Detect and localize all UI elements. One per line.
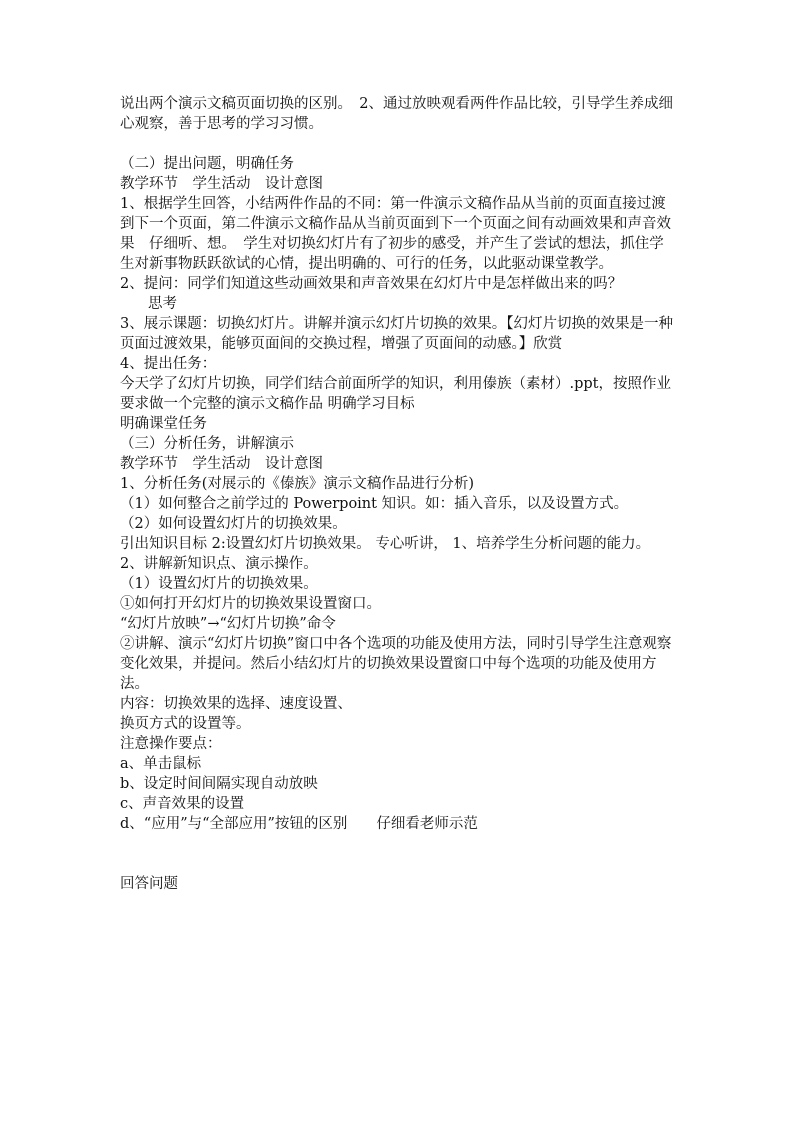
paragraph-analysis-1: （1）如何整合之前学过的 Powerpoint 知识。如：插入音乐，以及设置方式。 xyxy=(120,496,629,512)
document-body xyxy=(120,94,676,894)
list-item-a: a、单击鼠标 xyxy=(120,756,202,772)
paragraph-knowledge-goal: 引出知识目标 2:设置幻灯片切换效果。 专心听讲， 1、培养学生分析问题的能力。 xyxy=(120,536,651,552)
paragraph-content: 内容：切换效果的选择、速度设置、 xyxy=(120,696,352,712)
paragraph-explain-1: （1）设置幻灯片的切换效果。 xyxy=(120,576,318,592)
section-heading-2: （二）提出问题，明确任务 xyxy=(120,156,294,172)
paragraph-demo: ②讲解、演示“幻灯片切换”窗口中各个选项的功能及使用方法，同时引导学生注意观察变化效果，并提问。然后小结幻灯片的切换效果设置窗口中每个选项的功能及使用方法。 xyxy=(120,636,672,692)
list-item-d: d、“应用”与“全部应用”按钮的区别 仔细看老师示范 xyxy=(120,816,478,832)
paragraph-intro: 说出两个演示文稿页面切换的区别。 2、通过放映观看两件作品比较，引导学生养成细心观察，善于思考的学习习惯。 xyxy=(120,96,673,132)
paragraph-class-task: 明确课堂任务 xyxy=(120,416,207,432)
table-header-row: 教学环节 学生活动 设计意图 xyxy=(120,176,323,192)
paragraph-step-1: 1、根据学生回答，小结两件作品的不同：第一件演示文稿作品从当前的页面直接过渡到下一个页面，第二件演示文稿作品从当前页面到下一个页面之间有动画效果和声音效果 仔细听、想。 学生对切换幻灯片有了初步的感受，并产生了尝试的想法，抓住学生对新事物跃跃欲试的心情，提出明确的、可行的任务，以此驱动课堂教学。 xyxy=(120,196,671,272)
paragraph-step-2: 2、提问：同学们知道这些动画效果和声音效果在幻灯片中是怎样做出来的吗？ xyxy=(120,276,623,292)
list-item-b: b、设定时间间隔实现自动放映 xyxy=(120,776,318,792)
list-item-c: c、声音效果的设置 xyxy=(120,796,245,812)
paragraph-open-window: ①如何打开幻灯片的切换效果设置窗口。 xyxy=(120,596,381,612)
paragraph-menu-path: “幻灯片放映”→“幻灯片切换”命令 xyxy=(120,616,336,632)
paragraph-key-points: 注意操作要点： xyxy=(120,736,222,752)
paragraph-task: 今天学了幻灯片切换，同学们结合前面所学的知识，利用傣族（素材）.ppt，按照作业要求做一个完整的演示文稿作品 明确学习目标 xyxy=(120,376,671,412)
blank-line xyxy=(120,134,676,154)
paragraph-step-3: 3、展示课题：切换幻灯片。讲解并演示幻灯片切换的效果。【幻灯片切换的效果是一种页面过渡效果，能够页面间的交换过程，增强了页面间的动感。】欣赏 xyxy=(120,316,673,352)
paragraph-answer: 回答问题 xyxy=(120,876,178,892)
paragraph-analysis-2: （2）如何设置幻灯片的切换效果。 xyxy=(120,516,347,532)
paragraph-content-2: 换页方式的设置等。 xyxy=(120,716,251,732)
paragraph-analysis: 1、分析任务(对展示的《傣族》演示文稿作品进行分析) xyxy=(120,476,475,492)
paragraph-step-4: 4、提出任务： xyxy=(120,356,217,372)
blank-space xyxy=(120,834,676,874)
section-heading-3: （三）分析任务，讲解演示 xyxy=(120,436,294,452)
paragraph-think: 思考 xyxy=(148,296,177,312)
paragraph-explain: 2、讲解新知识点、演示操作。 xyxy=(120,556,318,572)
table-header-row: 教学环节 学生活动 设计意图 xyxy=(120,456,323,472)
